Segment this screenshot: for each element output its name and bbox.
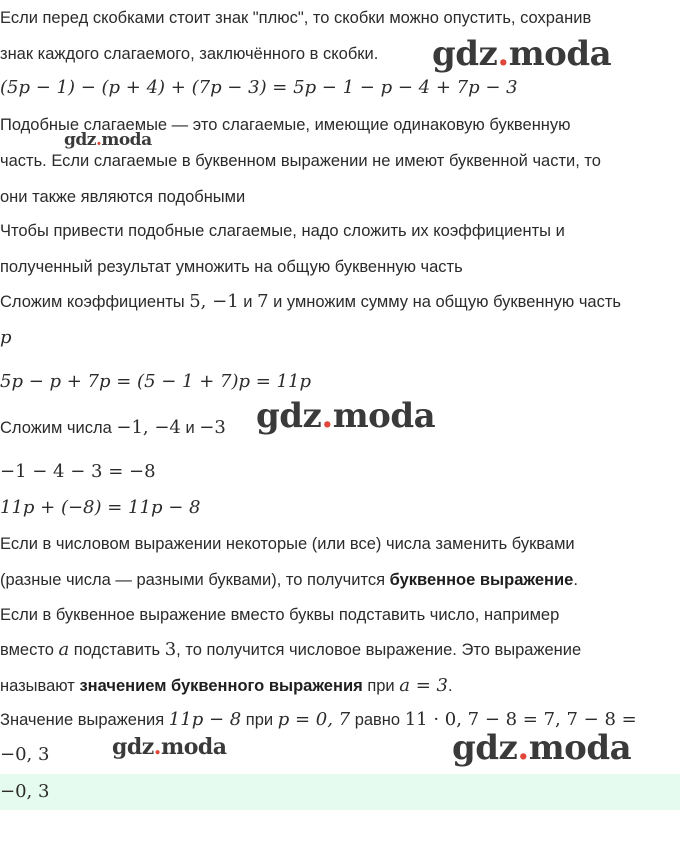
text-fragment: и умножим сумму на общую буквенную часть (268, 293, 622, 311)
text-fragment: и (238, 293, 258, 311)
text-fragment: называют (0, 677, 80, 695)
answer-value: −0, 3 (0, 781, 50, 802)
watermark-logo (452, 728, 631, 768)
watermark-text: moda (101, 130, 152, 150)
math-inline: 7 (257, 291, 269, 312)
text-line: полученный результат умножить на общую буквенную часть (0, 258, 463, 276)
math-inline: 5, −1 (189, 291, 239, 312)
watermark-text: gdz (112, 734, 154, 760)
watermark-dot: . (497, 34, 509, 74)
text-line (0, 562, 680, 598)
math-inline: −3 (199, 417, 226, 438)
watermark-dot: . (95, 130, 102, 150)
text-fragment: . (573, 571, 578, 589)
text-fragment: подставить (69, 641, 165, 659)
watermark-text: gdz (432, 34, 498, 74)
text-line: Чтобы привести подобные слагаемые, надо сложить их коэффициенты и (0, 222, 565, 240)
text-line: Если в числовом выражении некоторые (или все) числа заменить буквами (0, 535, 575, 553)
math-line: −0, 3 (0, 744, 50, 765)
text-fragment: . (447, 677, 453, 695)
math-inline: 3 (164, 639, 177, 660)
watermark-logo (256, 396, 435, 436)
math-line: 5p − p + 7p = (5 − 1 + 7)p = 11p (0, 371, 311, 392)
text-line: Если перед скобками стоит знак "плюс", то скобки можно опустить, сохранив (0, 9, 592, 27)
math-inline: a (58, 639, 70, 660)
text-line (0, 284, 680, 320)
math-line: −1 − 4 − 3 = −8 (0, 461, 156, 482)
text-line (0, 668, 680, 704)
text-line (0, 632, 680, 668)
text-fragment: Сложим коэффициенты (0, 293, 190, 311)
text-line: знак каждого слагаемого, заключённого в скобки. (0, 45, 379, 63)
watermark-text: moda (332, 396, 436, 436)
text-fragment: , то получится числовое выражение. Это выражение (176, 641, 582, 659)
math-line: (5p − 1) − (p + 4) + (7p − 3) = 5p − 1 − p − 4 + 7p − 3 (0, 77, 518, 98)
watermark-text: gdz (256, 396, 322, 436)
text-fragment: при (241, 711, 278, 729)
watermark-text: moda (508, 34, 612, 74)
bold-term: буквенное выражение (389, 571, 574, 589)
watermark-text: gdz (64, 130, 96, 150)
watermark-logo (432, 34, 611, 74)
text-line: они также являются подобными (0, 188, 246, 206)
text-fragment: и (180, 419, 200, 437)
watermark-logo (64, 130, 152, 150)
text-fragment: вместо (0, 641, 59, 659)
math-line: p (0, 327, 12, 348)
math-line: 11p + (−8) = 11p − 8 (0, 497, 201, 518)
math-inline: −1, −4 (116, 417, 181, 438)
watermark-dot: . (517, 728, 529, 768)
answer-box (0, 774, 680, 810)
watermark-dot: . (321, 396, 333, 436)
text-line: Если в буквенное выражение вместо буквы подставить число, например (0, 606, 560, 624)
watermark-logo (112, 734, 227, 760)
math-inline: a = 3 (399, 675, 448, 696)
text-fragment: Сложим числа (0, 419, 117, 437)
watermark-text: gdz (452, 728, 518, 768)
watermark-text: moda (160, 734, 227, 760)
text-fragment: Значение выражения (0, 711, 169, 729)
text-fragment: равно (350, 711, 405, 729)
text-line: Подобные слагаемые — это слагаемые, имеющие одинаковую буквенную (0, 116, 571, 134)
text-fragment: (разные числа — разными буквами), то получится (0, 571, 390, 589)
watermark-dot: . (153, 734, 161, 760)
bold-term: значением буквенного выражения (79, 677, 363, 695)
text-fragment: при (362, 677, 400, 695)
text-line: часть. Если слагаемые в буквенном выражении не имеют буквенной части, то (0, 152, 601, 170)
math-inline: 11p − 8 (168, 709, 242, 730)
watermark-text: moda (528, 728, 632, 768)
math-inline: 11 · 0, 7 − 8 = 7, 7 − 8 = (404, 709, 637, 730)
math-inline: p = 0, 7 (277, 709, 351, 730)
